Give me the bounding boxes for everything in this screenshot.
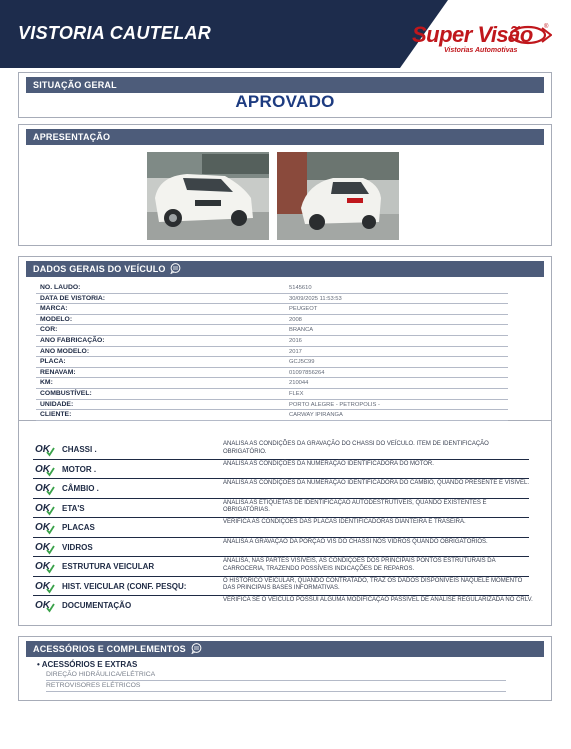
data-label: NO. LAUDO: [40, 284, 81, 291]
brand-name: Super Visão [412, 22, 533, 47]
status-item-name: PLACAS [62, 523, 95, 532]
status-item-name: MOTOR . [62, 464, 97, 474]
data-label: MODELO: [40, 315, 73, 323]
report-title: VISTORIA CAUTELAR [18, 23, 212, 43]
brand-subtitle: Vistorias Automotivas [444, 47, 518, 54]
data-value: BRANCA [289, 327, 314, 334]
rear-left-view-photo[interactable] [277, 152, 399, 240]
dados-gerais-heading [26, 261, 544, 277]
data-row [36, 304, 508, 315]
data-value: PORTO ALEGRE - PETROPOLIS - [289, 401, 380, 408]
data-value: 210044 [289, 380, 309, 387]
svg-text:OK: OK [35, 463, 50, 475]
data-row [36, 325, 508, 336]
status-item-description: ANALISA, NAS PARTES VISÍVEIS, AS CONDIÇÕES DOS PRINCIPAIS PONTOS ESTRUTURAIS DA CARROCERIA, TRAZENDO POSSÍVEIS INDICAÇÕES DE REPAROS. [223, 558, 496, 572]
registered-mark: ® [544, 24, 549, 30]
status-row [33, 557, 529, 577]
vehicle-data-table [36, 283, 508, 421]
svg-text:OK: OK [35, 502, 50, 514]
ok-check-icon [35, 578, 55, 594]
status-row [33, 577, 529, 597]
status-item-description: ANALISA AS CONDIÇÕES DA NUMERAÇÃO IDENTIFICADORA DO CÂMBIO, QUANDO PRESENTE E VISÍVEL. [223, 480, 530, 486]
data-label: DATA DE VISTORIA: [40, 294, 106, 302]
status-item-description: ANALISA A GRAVAÇÃO DA PORÇÃO VIS DO CHASSI NOS VIDROS QUANDO OBRIGATÓRIOS. [223, 538, 488, 545]
status-row [33, 460, 529, 480]
status-item-name: VIDROS [62, 542, 93, 552]
status-item-description: ANALISA AS CONDIÇÕES DA GRAVAÇÃO DO CHASSI DO VEÍCULO. ITEM DE IDENTIFICAÇÃO OBRIGATÓRIO. [223, 441, 489, 455]
data-row [36, 283, 508, 294]
data-label: KM: [40, 379, 53, 387]
ok-check-icon [35, 539, 55, 555]
data-value: GCJ5C99 [289, 359, 315, 366]
svg-text:OK: OK [35, 561, 50, 572]
data-value: PEUGEOT [289, 306, 318, 313]
situacao-geral-heading: SITUAÇÃO GERAL [26, 77, 544, 93]
status-item-description: VERIFICA AS CONDIÇÕES DAS PLACAS IDENTIFICADORAS DIANTEIRA E TRASEIRA. [223, 519, 466, 525]
data-label: RENAVAM: [40, 368, 76, 376]
data-label: ANO MODELO: [40, 347, 90, 355]
svg-text:OK: OK [35, 522, 50, 533]
accessory-item: RETROVISORES ELÉTRICOS [46, 681, 506, 692]
ok-check-icon [35, 480, 55, 496]
situacao-geral-section [18, 72, 552, 118]
svg-text:OK: OK [35, 541, 50, 553]
svg-text:OK: OK [35, 444, 50, 455]
data-value: 2017 [289, 348, 302, 355]
ok-check-icon [35, 558, 55, 574]
ok-check-icon [35, 597, 55, 613]
data-value: 2008 [289, 316, 302, 323]
apresentacao-heading: APRESENTAÇÃO [26, 129, 544, 145]
data-row [36, 347, 508, 358]
data-label: ANO FABRICAÇÃO: [40, 336, 105, 344]
supervisao-logo [412, 22, 554, 62]
data-row [36, 315, 508, 326]
status-item-description: O HISTÓRICO VEICULAR, QUANDO CONTRATADO, TRAZ OS DADOS DISPONÍVEIS NAQUELE MOMENTO DAS PRINCIPAIS BASES INFORMATIVAS. [223, 577, 523, 591]
data-label: COMBUSTÍVEL: [40, 389, 92, 397]
svg-text:OK: OK [35, 600, 50, 611]
accessory-item: DIREÇÃO HIDRÁULICA/ELÉTRICA [46, 670, 506, 681]
status-row [33, 479, 529, 499]
status-item-name: ESTRUTURA VEICULAR [62, 562, 155, 571]
status-item-description: VERIFICA SE O VEÍCULO POSSUI ALGUMA MODIFICAÇÃO PASSÍVEL DE ANÁLISE REGULARIZADA NO CRLV. [223, 597, 533, 603]
ok-check-icon [35, 500, 55, 516]
status-item-name: ETA'S [62, 503, 85, 513]
status-item-name: HIST. VEICULAR (CONF. PESQU: [62, 581, 187, 591]
accessories-group-title: • ACESSÓRIOS E EXTRAS [37, 660, 138, 669]
data-row [36, 400, 508, 411]
data-value: FLEX [289, 390, 304, 397]
data-row [36, 357, 508, 368]
apresentacao-section [18, 124, 552, 246]
chat-bubble-icon [170, 263, 181, 274]
data-value: 01097856264 [289, 369, 325, 376]
chat-bubble-icon [191, 643, 202, 654]
data-value: 30/09/2025 11:53:53 [289, 295, 342, 302]
status-row [33, 538, 529, 558]
ok-check-icon [35, 441, 55, 457]
data-label: UNIDADE: [40, 400, 74, 408]
data-row [36, 389, 508, 400]
dados-gerais-title: DADOS GERAIS DO VEÍCULO [33, 264, 166, 274]
data-row [36, 294, 508, 305]
data-label: MARCA: [40, 305, 68, 313]
data-value: 5145610 [289, 285, 312, 291]
data-value: 2016 [289, 337, 302, 344]
status-item-description: ANALISA AS CONDIÇÕES DA NUMERAÇÃO IDENTIFICADORA DO MOTOR. [223, 460, 434, 467]
acessorios-section [18, 636, 552, 701]
data-row [36, 410, 508, 421]
status-row [33, 518, 529, 538]
report-header [0, 0, 571, 68]
status-item-name: CHASSI . [62, 445, 97, 454]
data-label: PLACA: [40, 358, 66, 366]
data-label: CLIENTE: [40, 411, 72, 419]
svg-text:OK: OK [35, 580, 50, 592]
dados-gerais-section [18, 256, 552, 421]
ok-check-icon [35, 461, 55, 477]
data-label: COR: [40, 326, 58, 334]
status-item-name: CÂMBIO . [62, 484, 99, 493]
acessorios-heading [26, 641, 544, 657]
ok-check-icon [35, 519, 55, 535]
status-row [33, 499, 529, 519]
status-item-description: ANALISA AS ETIQUETAS DE IDENTIFICAÇÃO AUTODESTRUTÍVEIS, QUANDO EXISTENTES E OBRIGATÓRIAS. [223, 499, 487, 513]
data-value: CARWAY IPIRANGA [289, 412, 343, 419]
overall-status: APROVADO [235, 92, 335, 111]
status-row [33, 596, 533, 616]
status-item-name: DOCUMENTAÇÃO [62, 601, 132, 610]
svg-text:OK: OK [35, 483, 50, 494]
data-row [36, 378, 508, 389]
data-row [36, 368, 508, 379]
status-row [33, 440, 529, 460]
front-left-view-photo[interactable] [147, 152, 269, 240]
acessorios-title: ACESSÓRIOS E COMPLEMENTOS [33, 644, 186, 654]
data-row [36, 336, 508, 347]
resumo-status-section [18, 421, 552, 626]
